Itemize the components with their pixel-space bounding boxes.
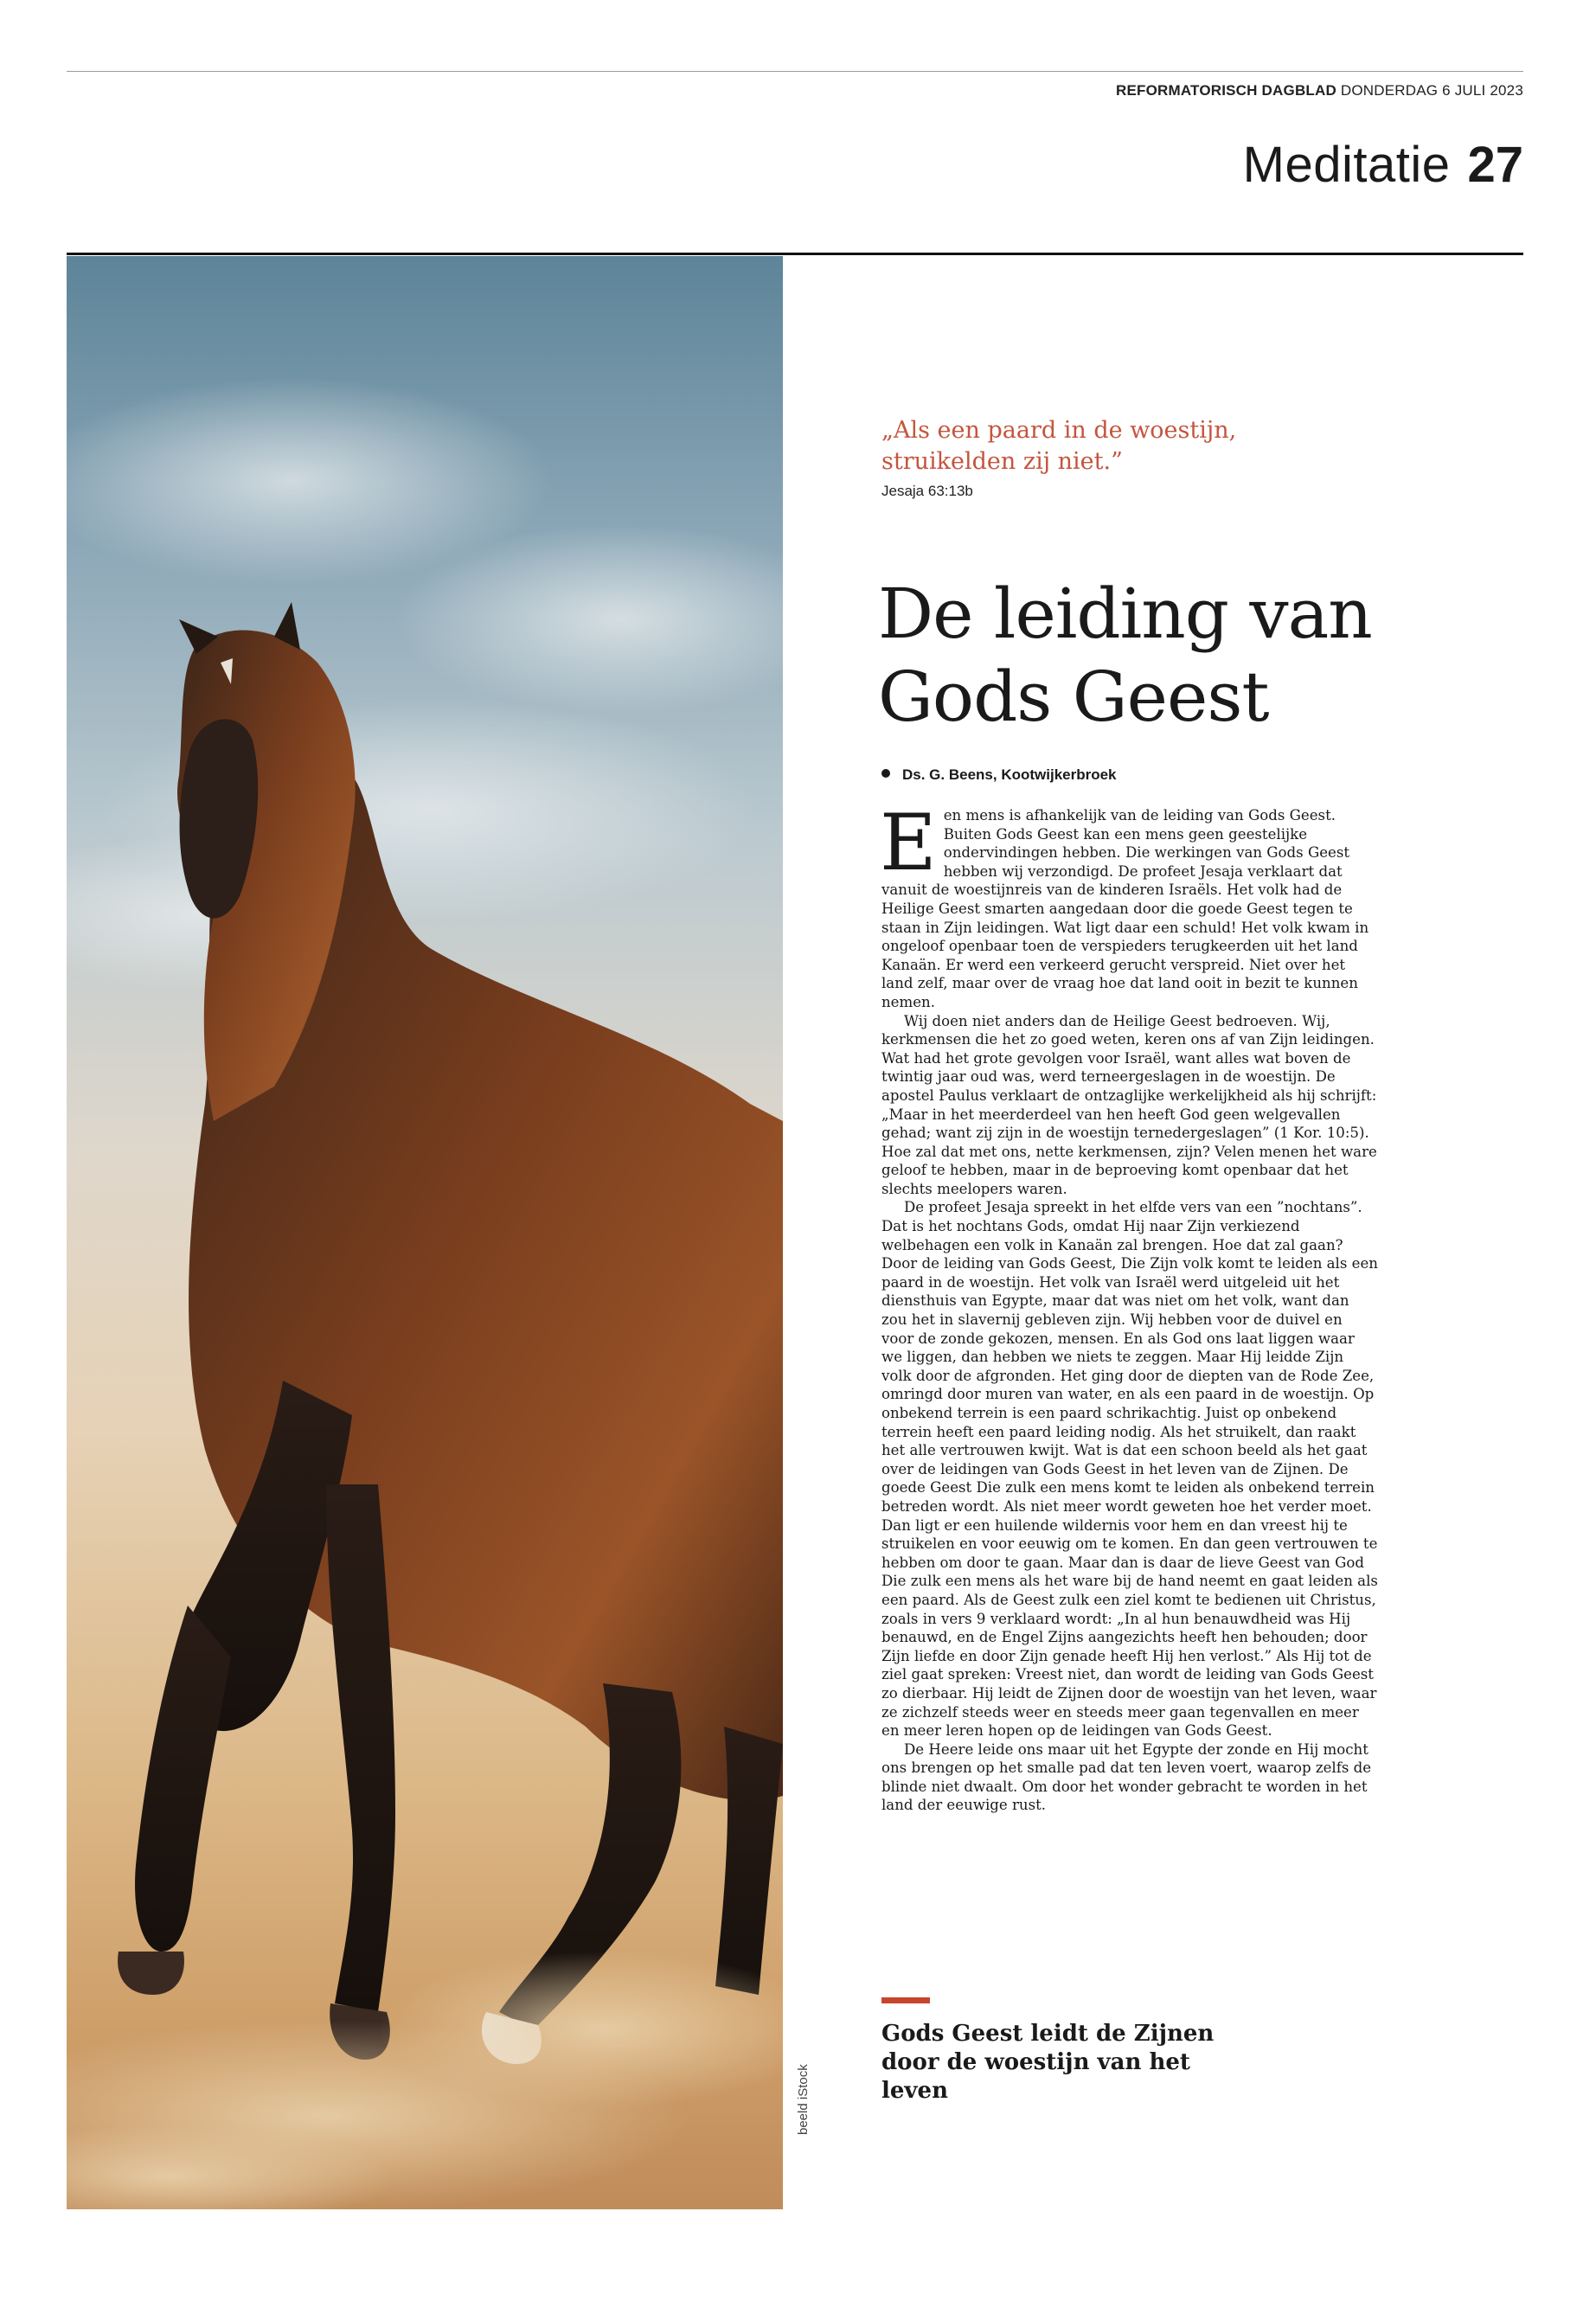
scripture-reference: Jesaja 63:13b [881,483,973,499]
masthead [1116,82,1523,99]
photo-credit: beeld iStock [796,2064,811,2135]
publication-date: DONDERDAG 6 JULI 2023 [1340,82,1523,99]
accent-bar [881,1997,930,2003]
dropcap: E [880,798,937,888]
bullet-icon [881,769,890,778]
section-rule [67,253,1523,255]
paragraph: De Heere leide ons maar uit het Egypte der zonde en Hij mocht ons brengen op het smalle pad dat ten leven voert, waarop zelfs de blinde niet dwaalt. Om door het wonder gebracht te worden in het land der eeuwige rust. [881,1740,1372,1814]
page-number: 27 [1467,137,1523,193]
author: Ds. G. Beens, Kootwijkerbroek [902,766,1117,783]
horse-photo [67,256,783,2209]
top-rule [67,71,1523,72]
section-header [1242,137,1523,193]
publication-name: REFORMATORISCH DAGBLAD [1115,82,1336,99]
paragraph: Wij doen niet anders dan de Heilige Geest bedroeven. Wij, kerkmensen die het zo goed weten, keren ons af van Zijn leidingen. Wat had het grote gevolgen voor Israël, want alles wat boven de twintig jaar oud was, werd terneergeslagen in de woestijn. De apostel Paulus verklaart de ontzaglijke werkelijkheid als hij schrijft: „Maar in het meerderdeel van hen heeft God geen welgevallen gehad; want zij zijn in de woestijn ternedergeslagen” (1 Kor. 10:5). Hoe zal dat met ons, nette kerkmensen, zijn? Velen menen het ware geloof te hebben, maar in de beproeving komt openbaar dat het slechts meelopers waren. [881,1012,1377,1197]
pullquote: Gods Geest leidt de Zijnen door de woestijn van het leven [881,2021,1215,2104]
article-headline: De leiding van Gods Geest [878,574,1372,737]
scripture-quote: „Als een paard in de woestijn, struikelden zij niet.” [881,417,1237,475]
byline [881,766,1117,784]
paragraph: Een mens is afhankelijk van de leiding van Gods Geest. Buiten Gods Geest kan een mens geen geestelijke ondervindingen hebben. Die werkingen van Gods Geest hebben wij verzondigd. De profeet Jesaja verklaart dat vanuit de woestijnreis van de kinderen Israëls. Het volk had de Heilige Geest smarten aangedaan door die goede Geest tegen te staan in Zijn leidingen. Wat ligt daar een schuld! Het volk kwam in ongeloof openbaar toen de verspieders terugkeerden uit het land Kanaän. Er werd een verkeerd gerucht verspreid. Niet over het land zelf, maar over de vraag hoe dat land ooit in bezit te kunnen nemen. [880,798,1369,1010]
article-body [880,798,1378,1815]
section-name: Meditatie [1242,137,1451,193]
paragraph: De profeet Jesaja spreekt in het elfde vers van een ”nochtans”. Dat is het nochtans Gods, omdat Hij naar Zijn verkiezend welbehagen een volk in Kanaän zal brengen. Hoe dat zal gaan? Door de leiding van Gods Geest, Die Zijn volk komt te leiden als een paard in de woestijn. Het volk van Israël werd uitgeleid uit het diensthuis van Egypte, maar dat was niet om het volk, want dan zou het in slavernij gebleven zijn. Wij hebben voor de duivel en voor de zonde gekozen, mensen. En als God ons laat liggen waar we liggen, dan hebben we niets te zeggen. Maar Hij leidde Zijn volk door de afgronden. Het ging door de diepten van de Rode Zee, omringd door muren van water, en als een paard in de woestijn. Op onbekend terrein is een paard schrikachtig. Juist op onbekend terrein heeft een paard leiding nodig. Als het struikelt, dan raakt het alle vertrouwen kwijt. Wat is dat een schoon beeld als het gaat over de leidingen van Gods Geest in het leven van de Zijnen. De goede Geest Die zulk een mens komt te leiden als onbekend terrein betreden wordt. Als niet meer wordt geweten hoe het verder moet. Dan ligt er een huilende wildernis voor hem en dan vreest hij te struikelen en voor eeuwig om te komen. En dan geen vertrouwen te hebben om door te gaan. Maar dan is daar de lieve Geest van God Die zulk een mens als het ware bij de hand neemt en gaat leiden als een paard. Als de Geest zulk een ziel komt te bedienen uit Christus, zoals in vers 9 verklaard wordt: „In al hun benauwdheid was Hij benauwd, en de Engel Zijns aangezichts heeft hen behouden; door Zijn liefde en door Zijn genade heeft Hij hen verlost.” Als Hij tot de ziel gaat spreken: Vreest niet, dan wordt de leiding van Gods Geest zo dierbaar. Hij leidt de Zijnen door de woestijn van het leven, waar ze zichzelf steeds weer en steeds meer gaan tegenvallen en meer en meer leren hopen op de leidingen van Gods Geest. [881,1199,1378,1740]
